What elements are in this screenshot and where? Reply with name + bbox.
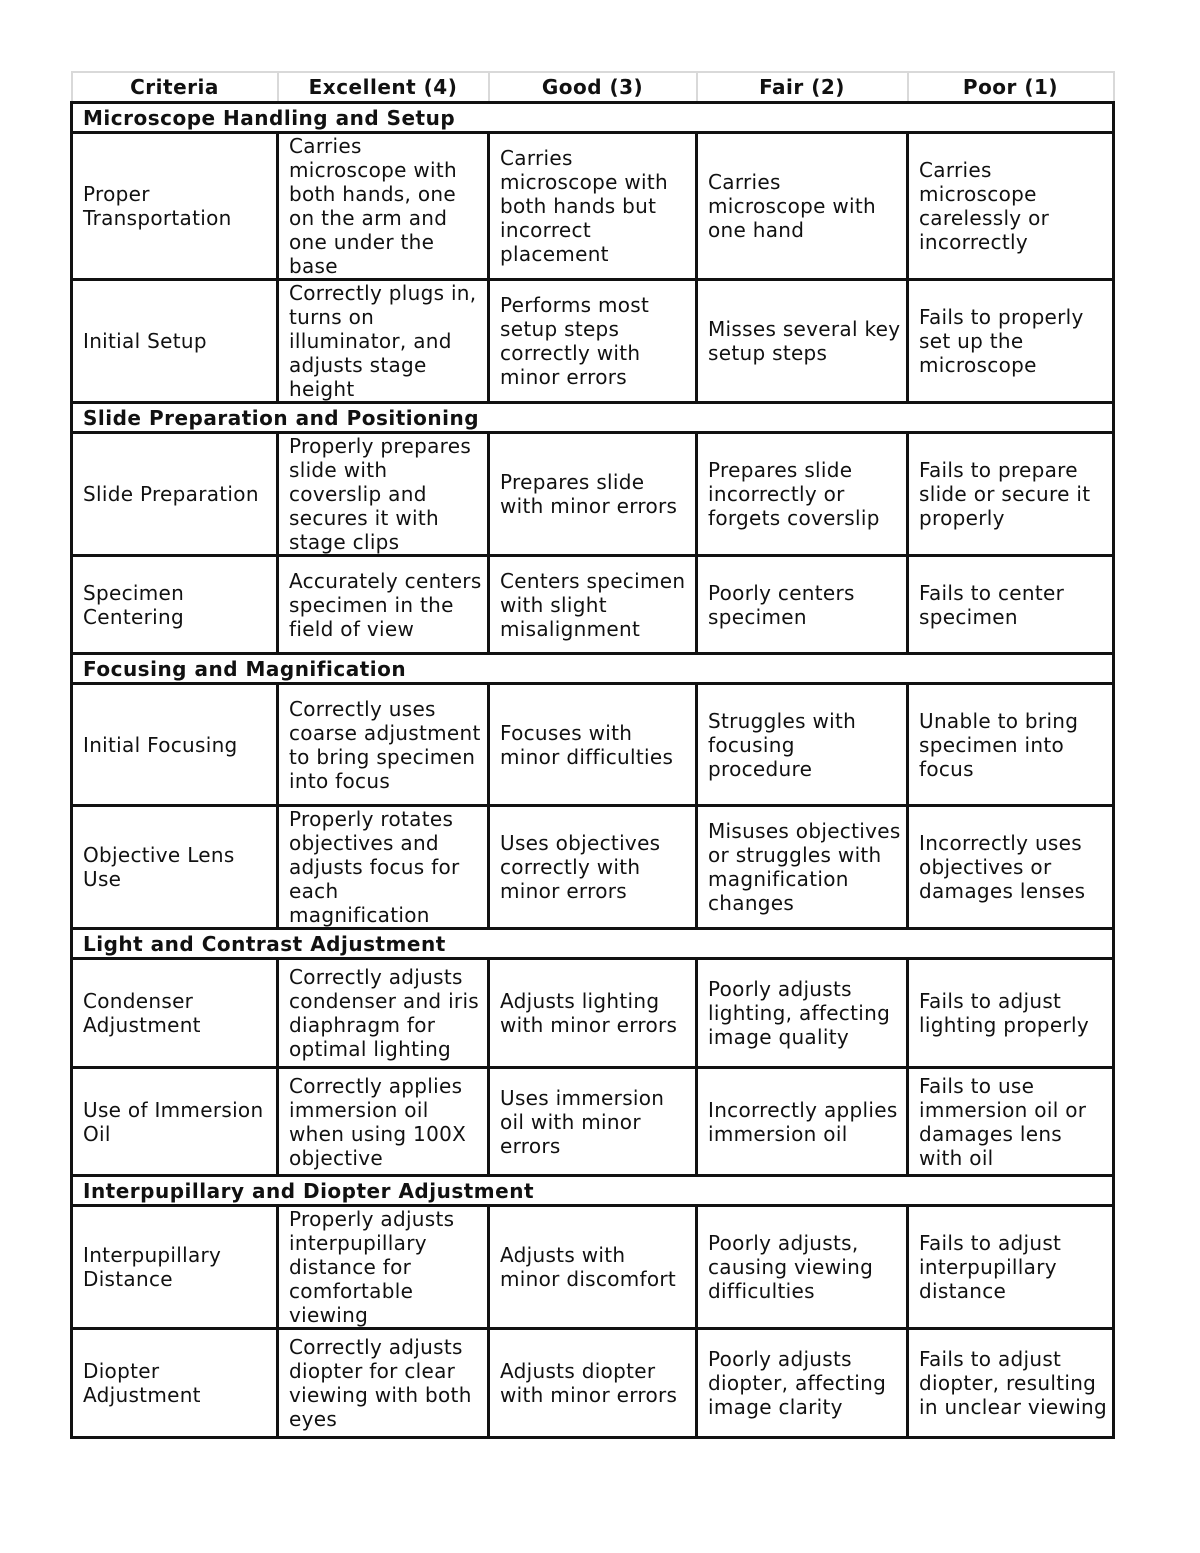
criteria-cell: Proper Transportation: [72, 133, 278, 280]
poor-cell: Fails to adjust diopter, resulting in unclear viewing: [908, 1329, 1114, 1438]
fair-cell: Poorly adjusts lighting, affecting image quality: [697, 959, 908, 1068]
table-row: [72, 433, 1114, 556]
good-cell: Performs most setup steps correctly with minor errors: [489, 280, 697, 403]
excellent-cell: Accurately centers specimen in the field of view: [278, 556, 489, 654]
criteria-cell: Objective Lens Use: [72, 806, 278, 929]
excellent-cell: Correctly adjusts condenser and iris diaphragm for optimal lighting: [278, 959, 489, 1068]
table-row: [72, 1329, 1114, 1438]
excellent-cell: Correctly applies immersion oil when using 100X objective: [278, 1068, 489, 1176]
good-cell: Adjusts diopter with minor errors: [489, 1329, 697, 1438]
criteria-cell: Initial Focusing: [72, 684, 278, 806]
excellent-cell: Properly adjusts interpupillary distance for comfortable viewing: [278, 1206, 489, 1329]
good-cell: Prepares slide with minor errors: [489, 433, 697, 556]
table-row: [72, 806, 1114, 929]
fair-cell: Incorrectly applies immersion oil: [697, 1068, 908, 1176]
criteria-cell: Specimen Centering: [72, 556, 278, 654]
section-row: [72, 403, 1114, 433]
excellent-cell: Carries microscope with both hands, one on the arm and one under the base: [278, 133, 489, 280]
table-row: [72, 280, 1114, 403]
criteria-cell: Interpupillary Distance: [72, 1206, 278, 1329]
criteria-cell: Initial Setup: [72, 280, 278, 403]
rubric-body: [72, 103, 1114, 1438]
fair-cell: Struggles with focusing procedure: [697, 684, 908, 806]
poor-cell: Fails to adjust lighting properly: [908, 959, 1114, 1068]
poor-cell: Unable to bring specimen into focus: [908, 684, 1114, 806]
fair-cell: Prepares slide incorrectly or forgets coverslip: [697, 433, 908, 556]
fair-cell: Poorly centers specimen: [697, 556, 908, 654]
header-good: Good (3): [489, 72, 697, 103]
criteria-cell: Condenser Adjustment: [72, 959, 278, 1068]
section-title: Interpupillary and Diopter Adjustment: [72, 1176, 1114, 1206]
poor-cell: Fails to adjust interpupillary distance: [908, 1206, 1114, 1329]
excellent-cell: Properly prepares slide with coverslip and secures it with stage clips: [278, 433, 489, 556]
poor-cell: Fails to use immersion oil or damages lens with oil: [908, 1068, 1114, 1176]
section-row: [72, 929, 1114, 959]
good-cell: Focuses with minor difficulties: [489, 684, 697, 806]
excellent-cell: Correctly uses coarse adjustment to bring specimen into focus: [278, 684, 489, 806]
good-cell: Adjusts with minor discomfort: [489, 1206, 697, 1329]
table-row: [72, 1068, 1114, 1176]
excellent-cell: Correctly adjusts diopter for clear viewing with both eyes: [278, 1329, 489, 1438]
section-row: [72, 103, 1114, 133]
excellent-cell: Correctly plugs in, turns on illuminator, and adjusts stage height: [278, 280, 489, 403]
poor-cell: Carries microscope carelessly or incorrectly: [908, 133, 1114, 280]
fair-cell: Poorly adjusts, causing viewing difficulties: [697, 1206, 908, 1329]
header-poor: Poor (1): [908, 72, 1114, 103]
table-row: [72, 684, 1114, 806]
section-row: [72, 1176, 1114, 1206]
rubric-table: [70, 71, 1115, 1439]
good-cell: Carries microscope with both hands but incorrect placement: [489, 133, 697, 280]
excellent-cell: Properly rotates objectives and adjusts focus for each magnification: [278, 806, 489, 929]
poor-cell: Fails to properly set up the microscope: [908, 280, 1114, 403]
table-row: [72, 133, 1114, 280]
good-cell: Uses immersion oil with minor errors: [489, 1068, 697, 1176]
section-title: Microscope Handling and Setup: [72, 103, 1114, 133]
good-cell: Adjusts lighting with minor errors: [489, 959, 697, 1068]
header-fair: Fair (2): [697, 72, 908, 103]
poor-cell: Fails to prepare slide or secure it properly: [908, 433, 1114, 556]
fair-cell: Misuses objectives or struggles with magnification changes: [697, 806, 908, 929]
criteria-cell: Slide Preparation: [72, 433, 278, 556]
table-row: [72, 959, 1114, 1068]
fair-cell: Misses several key setup steps: [697, 280, 908, 403]
section-title: Focusing and Magnification: [72, 654, 1114, 684]
good-cell: Centers specimen with slight misalignment: [489, 556, 697, 654]
criteria-cell: Diopter Adjustment: [72, 1329, 278, 1438]
table-row: [72, 556, 1114, 654]
section-title: Light and Contrast Adjustment: [72, 929, 1114, 959]
header-criteria: Criteria: [72, 72, 278, 103]
section-title: Slide Preparation and Positioning: [72, 403, 1114, 433]
fair-cell: Poorly adjusts diopter, affecting image clarity: [697, 1329, 908, 1438]
poor-cell: Fails to center specimen: [908, 556, 1114, 654]
criteria-cell: Use of Immersion Oil: [72, 1068, 278, 1176]
poor-cell: Incorrectly uses objectives or damages lenses: [908, 806, 1114, 929]
fair-cell: Carries microscope with one hand: [697, 133, 908, 280]
section-row: [72, 654, 1114, 684]
header-excellent: Excellent (4): [278, 72, 489, 103]
table-row: [72, 1206, 1114, 1329]
header-row: [72, 72, 1114, 103]
good-cell: Uses objectives correctly with minor errors: [489, 806, 697, 929]
